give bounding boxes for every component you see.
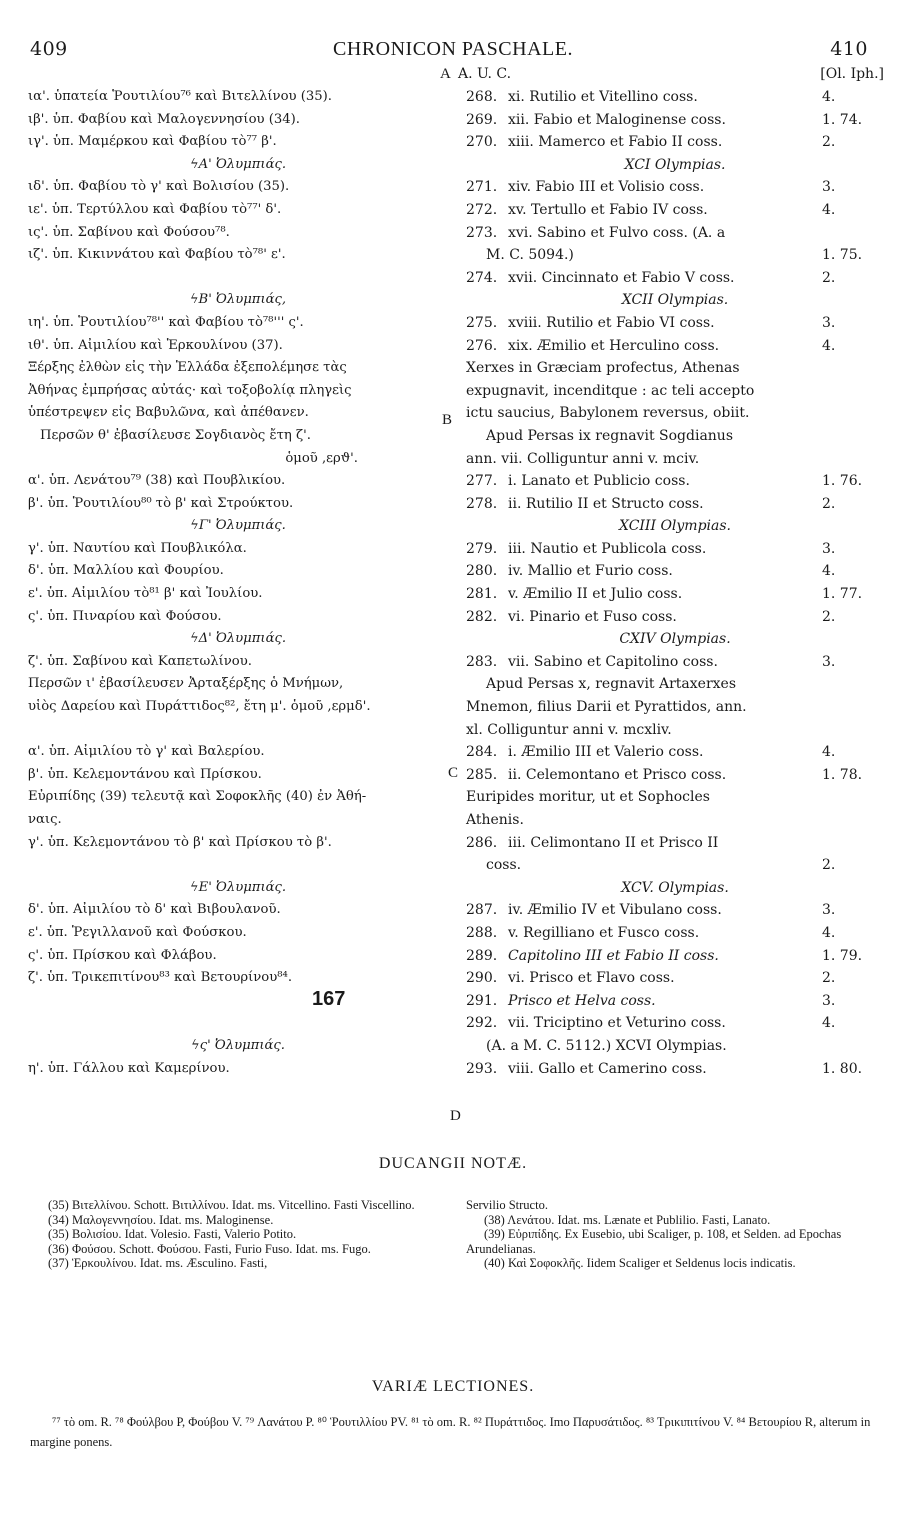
- consul-entry: XCI Olympias.: [624, 156, 726, 173]
- margin-page-number: 167: [312, 988, 346, 1010]
- note-entry: Servilio Structo.: [466, 1198, 548, 1212]
- consul-entry: i. Æmilio III et Valerio coss.: [508, 744, 704, 761]
- latin-line: [466, 448, 884, 471]
- greek-line: ὑπέστρεψεν εἰς Βαβυλῶνα, καὶ ἀπέθανεν.: [28, 405, 309, 421]
- latin-line: [466, 154, 884, 177]
- olympiad-year: 4.: [822, 1015, 836, 1032]
- auc-year: 292.: [466, 1015, 498, 1032]
- greek-line: ναις.: [28, 812, 62, 827]
- greek-line: Περσῶν θ' ἐβασίλευσε Σογδιανὸς ἔτη ζ'.: [40, 427, 311, 443]
- greek-line: [28, 990, 448, 1013]
- greek-line: ιε'. ὑπ. Τερτύλλου καὶ Φαβίου τὸ⁷⁷' δ'.: [28, 201, 282, 217]
- latin-line: [466, 832, 884, 855]
- latin-line: [466, 312, 884, 335]
- greek-line: ιγ'. ὑπ. Μαμέρκου καὶ Φαβίου τὸ⁷⁷ β'.: [28, 134, 277, 150]
- auc-year: 273.: [466, 224, 498, 241]
- note-entry: (38) Λενάτου. Idat. ms. Lænate et Publilio. Fasti, Lanato.: [484, 1212, 771, 1227]
- ducange-notes-title: DUCANGII NOTÆ.: [378, 1155, 528, 1172]
- latin-line: [466, 719, 884, 742]
- consul-entry: XCV. Olympias.: [621, 879, 729, 896]
- auc-year: 283.: [466, 653, 498, 670]
- greek-line: ιδ'. ὑπ. Φαβίου τὸ γ' καὶ Βολισίου (35).: [28, 179, 290, 195]
- greek-line: ϟΑ' Ὀλυμπιάς.: [189, 156, 287, 172]
- greek-line: ις'. ὑπ. Σαβίνου καὶ Φούσου⁷⁸.: [28, 224, 230, 240]
- consul-entry: ictu saucius, Babylonem reversus, obiit.: [466, 405, 750, 422]
- consul-entry: vii. Triciptino et Veturino coss.: [508, 1015, 726, 1032]
- olympiad-year: 2.: [822, 608, 836, 625]
- consul-entry: iv. Æmilio IV et Vibulano coss.: [508, 902, 722, 919]
- page-title: CHRONICON PASCHALE.: [333, 38, 573, 60]
- notes-left: [30, 1198, 440, 1271]
- latin-line: [466, 990, 884, 1013]
- olympiad-year: 2.: [822, 857, 836, 874]
- latin-line: [466, 1058, 884, 1081]
- consul-entry: vii. Sabino et Capitolino coss.: [508, 653, 718, 670]
- latin-line: [466, 696, 884, 719]
- olympiad-year: 3.: [822, 902, 836, 919]
- greek-line: [28, 854, 448, 877]
- latin-line: [466, 651, 884, 674]
- greek-line: ιθ'. ὑπ. Αἰμιλίου καὶ Ἑρκουλίνου (37).: [28, 337, 283, 353]
- latin-line: [466, 402, 884, 425]
- auc-year: 289.: [466, 947, 498, 964]
- olympiad-year: 3.: [822, 179, 836, 196]
- greek-line: ζ'. ὑπ. Τρικεπιτίνου⁸³ καὶ Βετουρίνου⁸⁴.: [28, 970, 293, 986]
- consul-entry: xiv. Fabio III et Volisio coss.: [508, 179, 705, 196]
- greek-line: α'. ὑπ. Λενάτου⁷⁹ (38) καὶ Πουβλικίου.: [28, 473, 286, 489]
- consul-entry: iii. Nautio et Publicola coss.: [508, 540, 707, 557]
- note-entry: (35) Βολισίου. Idat. Volesio. Fasti, Valerio Potito.: [48, 1227, 297, 1242]
- consul-entry: v. Regilliano et Fusco coss.: [508, 924, 700, 941]
- greek-line: γ'. ὑπ. Ναυτίου καὶ Πουβλικόλα.: [28, 540, 247, 556]
- olympiad-year: 1. 79.: [822, 947, 863, 964]
- greek-line: [28, 267, 448, 290]
- greek-line: δ'. ὑπ. Αἰμιλίου τὸ δ' καὶ Βιβουλανοῦ.: [28, 902, 281, 918]
- greek-line: η'. ὑπ. Γάλλου καὶ Καμερίνου.: [28, 1060, 230, 1076]
- latin-line: [466, 741, 884, 764]
- latin-line: [466, 673, 884, 696]
- olympiad-year: 1. 75.: [822, 247, 863, 264]
- auc-header: A. U. C.: [458, 66, 512, 82]
- note-entry: (34) Μαλογεννησίου. Idat. ms. Maloginense.: [48, 1212, 274, 1227]
- latin-line: [466, 357, 884, 380]
- greek-line: [28, 719, 448, 742]
- latin-line: [466, 222, 884, 245]
- note-entry: (36) Φούσου. Schott. Φούσου. Fasti, Furio Fuso. Idat. ms. Fugo.: [48, 1241, 371, 1256]
- auc-year: 280.: [466, 563, 498, 580]
- auc-year: 268.: [466, 89, 498, 105]
- consul-entry: ii. Rutilio II et Structo coss.: [508, 495, 704, 512]
- consul-entry: Apud Persas ix regnavit Sogdianus: [486, 427, 734, 444]
- latin-line: [466, 380, 884, 403]
- note-entry: (37) Ἑρκουλίνου. Idat. ms. Æsculino. Fasti,: [48, 1256, 268, 1271]
- olympiad-year: 3.: [822, 653, 836, 670]
- latin-line: [466, 425, 884, 448]
- consul-entry: M. C. 5094.): [486, 247, 574, 264]
- auc-year: 274.: [466, 269, 498, 286]
- latin-line: [466, 628, 884, 651]
- consul-entry: iv. Mallio et Furio coss.: [508, 563, 673, 580]
- auc-year: 270.: [466, 134, 498, 151]
- greek-line: α'. ὑπ. Αἰμιλίου τὸ γ' καὶ Βαλερίου.: [28, 744, 265, 760]
- consul-entry: xl. Colliguntur anni v. mcxliv.: [466, 721, 672, 738]
- notes-right: [466, 1198, 878, 1271]
- column-header: [458, 66, 884, 86]
- greek-line: ϟς' Ὀλυμπιάς.: [191, 1037, 285, 1053]
- greek-line: ια'. ὑπατεία Ῥουτιλίου⁷⁶ καὶ Βιτελλίνου (35).: [28, 89, 332, 104]
- greek-line: ζ'. ὑπ. Σαβίνου καὶ Καπετωλίνου.: [28, 653, 252, 669]
- greek-line: ε'. ὑπ. Αἰμιλίου τὸ⁸¹ β' καὶ Ἰουλίου.: [28, 586, 263, 602]
- olympiad-year: 2.: [822, 495, 836, 512]
- auc-year: 269.: [466, 111, 498, 128]
- variae-lectiones-text: ⁷⁷ τὸ om. R. ⁷⁸ Φούλβου P, Φούβου V. ⁷⁹ Λανάτου P. ⁸⁰ Ῥουτιλλίου PV. ⁸¹ τὸ om. R. ⁸² Πυράττιδος. Imo Παρυσάτιδος. ⁸³ Τρικιπιτίνου V. ⁸⁴ Βετουρίου R, alterum in margine ponens.: [30, 1415, 871, 1449]
- latin-line: [466, 176, 884, 199]
- greek-line: β'. ὑπ. Κελεμοντάνου καὶ Πρίσκου.: [28, 766, 262, 782]
- latin-line: [466, 267, 884, 290]
- auc-year: 277.: [466, 473, 498, 490]
- greek-line: Εὐριπίδης (39) τελευτᾷ καὶ Σοφοκλῆς (40) ἐν Ἀθή-: [28, 789, 367, 805]
- auc-year: 275.: [466, 314, 498, 331]
- auc-year: 293.: [466, 1060, 498, 1077]
- consul-entry: Capitolino III et Fabio II coss.: [508, 947, 719, 964]
- olympiad-header: [Ol. Iph.]: [820, 66, 884, 82]
- olympiad-year: 3.: [822, 540, 836, 557]
- olympiad-year: 1. 76.: [822, 473, 863, 490]
- olympiad-year: 4.: [822, 924, 836, 941]
- greek-line: ς'. ὑπ. Πρίσκου καὶ Φλάβου.: [28, 947, 217, 963]
- latin-line: [466, 922, 884, 945]
- olympiad-year: 4.: [822, 89, 836, 105]
- right-page-number: 410: [830, 38, 868, 60]
- consul-entry: xv. Tertullo et Fabio IV coss.: [508, 201, 708, 218]
- olympiad-year: 2.: [822, 134, 836, 151]
- greek-line: ς'. ὑπ. Πιναρίου καὶ Φούσου.: [28, 608, 222, 624]
- greek-line: δ'. ὑπ. Μαλλίου καὶ Φουρίου.: [28, 563, 224, 579]
- latin-line: [466, 877, 884, 900]
- greek-line: υἱὸς Δαρείου καὶ Πυράττιδος⁸², ἔτη μ'. ὁμοῦ ,ερμδ'.: [28, 699, 371, 715]
- latin-line: [466, 809, 884, 832]
- consul-entry: Euripides moritur, ut et Sophocles: [466, 789, 710, 806]
- consul-entry: xii. Fabio et Maloginense coss.: [508, 111, 726, 128]
- auc-year: 279.: [466, 540, 498, 557]
- greek-line: β'. ὑπ. Ῥουτιλίου⁸⁰ τὸ β' καὶ Στρούκτου.: [28, 495, 294, 511]
- consul-entry: xvi. Sabino et Fulvo coss. (A. a: [508, 224, 726, 241]
- latin-column: [458, 66, 884, 1080]
- greek-column: [28, 86, 448, 1080]
- consul-entry: coss.: [486, 857, 522, 874]
- latin-line: [466, 899, 884, 922]
- latin-line: [466, 967, 884, 990]
- auc-year: 287.: [466, 902, 498, 919]
- greek-line: Ξέρξης ἐλθὼν εἰς τὴν Ἑλλάδα ἐξεπολέμησε τὰς: [28, 360, 347, 376]
- latin-lines: [466, 86, 884, 1080]
- greek-line: ε'. ὑπ. Ῥεγιλλανοῦ καὶ Φούσκου.: [28, 924, 247, 940]
- greek-line: ιη'. ὑπ. Ῥουτιλίου⁷⁸'' καὶ Φαβίου τὸ⁷⁸''' ς'.: [28, 314, 304, 330]
- latin-line: [466, 786, 884, 809]
- auc-year: 288.: [466, 924, 498, 941]
- margin-marker-a: A: [440, 66, 451, 82]
- latin-line: [466, 493, 884, 516]
- greek-line: γ'. ὑπ. Κελεμοντάνου τὸ β' καὶ Πρίσκου τὸ β'.: [28, 834, 332, 850]
- consul-entry: XCIII Olympias.: [618, 518, 732, 535]
- auc-year: 271.: [466, 179, 498, 196]
- latin-line: [466, 86, 884, 109]
- note-entry: (39) Εὐριπίδης. Ex Eusebio, ubi Scaliger, p. 108, et Selden. ad Epochas Arundelianas.: [466, 1227, 842, 1256]
- consul-entry: Mnemon, filius Darii et Pyrattidos, ann.: [466, 699, 747, 716]
- latin-line: [466, 854, 884, 877]
- margin-marker-b: B: [442, 412, 453, 428]
- consul-entry: i. Lanato et Publicio coss.: [508, 473, 690, 490]
- auc-year: 272.: [466, 201, 498, 218]
- consul-entry: xix. Æmilio et Herculino coss.: [508, 337, 720, 354]
- consul-entry: CXIV Olympias.: [619, 631, 731, 648]
- consul-entry: ann. vii. Colliguntur anni v. mciv.: [466, 450, 700, 467]
- olympiad-year: 1. 80.: [822, 1060, 863, 1077]
- olympiad-year: 3.: [822, 314, 836, 331]
- latin-line: [466, 131, 884, 154]
- consul-entry: vi. Prisco et Flavo coss.: [508, 970, 675, 987]
- latin-line: [466, 335, 884, 358]
- latin-line: [466, 560, 884, 583]
- latin-line: [466, 109, 884, 132]
- olympiad-year: 1. 77.: [822, 586, 863, 603]
- greek-line: ϟΓ' Ὀλυμπιάς.: [190, 518, 286, 534]
- olympiad-year: 4.: [822, 337, 836, 354]
- latin-line: [466, 538, 884, 561]
- latin-line: [466, 583, 884, 606]
- variae-lectiones-title: VARIÆ LECTIONES.: [371, 1378, 535, 1395]
- olympiad-year: 2.: [822, 970, 836, 987]
- consul-entry: XCII Olympias.: [621, 292, 729, 309]
- olympiad-year: 3.: [822, 992, 836, 1009]
- latin-line: [466, 515, 884, 538]
- auc-year: 286.: [466, 834, 498, 851]
- auc-year: 282.: [466, 608, 498, 625]
- consul-entry: xviii. Rutilio et Fabio VI coss.: [508, 314, 715, 331]
- consul-entry: Xerxes in Græciam profectus, Athenas: [466, 360, 740, 377]
- olympiad-year: 4.: [822, 563, 836, 580]
- greek-line: ϟΔ' Ὀλυμπιάς.: [189, 631, 287, 647]
- consul-entry: iii. Celimontano II et Prisco II: [508, 834, 719, 851]
- greek-line: ϟΕ' Ὀλυμπιάς.: [189, 879, 287, 895]
- consul-entry: xi. Rutilio et Vitellino coss.: [508, 89, 698, 105]
- latin-line: [466, 764, 884, 787]
- auc-year: 284.: [466, 744, 498, 761]
- latin-line: [466, 199, 884, 222]
- auc-year: 278.: [466, 495, 498, 512]
- latin-line: [466, 1012, 884, 1035]
- greek-line: ὁμοῦ ,ερϑ'.: [285, 450, 358, 466]
- auc-year: 281.: [466, 586, 498, 603]
- olympiad-year: 4.: [822, 744, 836, 761]
- consul-entry: v. Æmilio II et Julio coss.: [508, 586, 683, 603]
- auc-year: 285.: [466, 766, 498, 783]
- note-entry: (35) Βιτελλίνου. Schott. Βιτιλλίνου. Idat. ms. Vitcellino. Fasti Viscellino.: [48, 1198, 415, 1212]
- consul-entry: xiii. Mamerco et Fabio II coss.: [508, 134, 723, 151]
- consul-entry: (A. a M. C. 5112.) XCVI Olympias.: [486, 1037, 727, 1054]
- greek-line: ιβ'. ὑπ. Φαβίου καὶ Μαλογεννησίου (34).: [28, 111, 300, 127]
- latin-line: [466, 945, 884, 968]
- consul-entry: Athenis.: [466, 812, 524, 828]
- consul-entry: viii. Gallo et Camerino coss.: [508, 1060, 707, 1077]
- consul-entry: ii. Celemontano et Prisco coss.: [508, 766, 727, 783]
- greek-line: [28, 1012, 448, 1035]
- greek-line: ιζ'. ὑπ. Κικιννάτου καὶ Φαβίου τὸ⁷⁸' ε'.: [28, 247, 286, 263]
- auc-year: 276.: [466, 337, 498, 354]
- latin-line: [466, 470, 884, 493]
- olympiad-year: 1. 78.: [822, 766, 863, 783]
- olympiad-year: 2.: [822, 269, 836, 286]
- consul-entry: Apud Persas x, regnavit Artaxerxes: [486, 676, 737, 693]
- greek-line: ϟΒ' Ὀλυμπιάς,: [189, 292, 287, 308]
- olympiad-year: 1. 74.: [822, 111, 863, 128]
- margin-marker-c: C: [448, 765, 459, 781]
- consul-entry: Prisco et Helva coss.: [508, 992, 656, 1009]
- greek-line: Περσῶν ι' ἐβασίλευσεν Ἀρταξέρξης ὁ Μνήμων,: [28, 676, 344, 692]
- latin-line: [466, 606, 884, 629]
- latin-line: [466, 1035, 884, 1058]
- consul-entry: xvii. Cincinnato et Fabio V coss.: [508, 269, 735, 286]
- left-page-number: 409: [30, 38, 68, 60]
- greek-line: Ἀθήνας ἐμπρήσας αὐτάς· καὶ τοξοβολίᾳ πληγεὶς: [28, 382, 352, 398]
- auc-year: 290.: [466, 970, 498, 987]
- margin-marker-d: D: [450, 1108, 461, 1124]
- consul-entry: expugnavit, incenditque : ac teli accepto: [466, 382, 755, 399]
- note-entry: (40) Καὶ Σοφοκλῆς. Iidem Scaliger et Seldenus locis indicatis.: [484, 1256, 796, 1271]
- consul-entry: vi. Pinario et Fuso coss.: [508, 608, 677, 625]
- latin-line: [466, 289, 884, 312]
- latin-line: [466, 244, 884, 267]
- auc-year: 291.: [466, 992, 498, 1009]
- olympiad-year: 4.: [822, 201, 836, 218]
